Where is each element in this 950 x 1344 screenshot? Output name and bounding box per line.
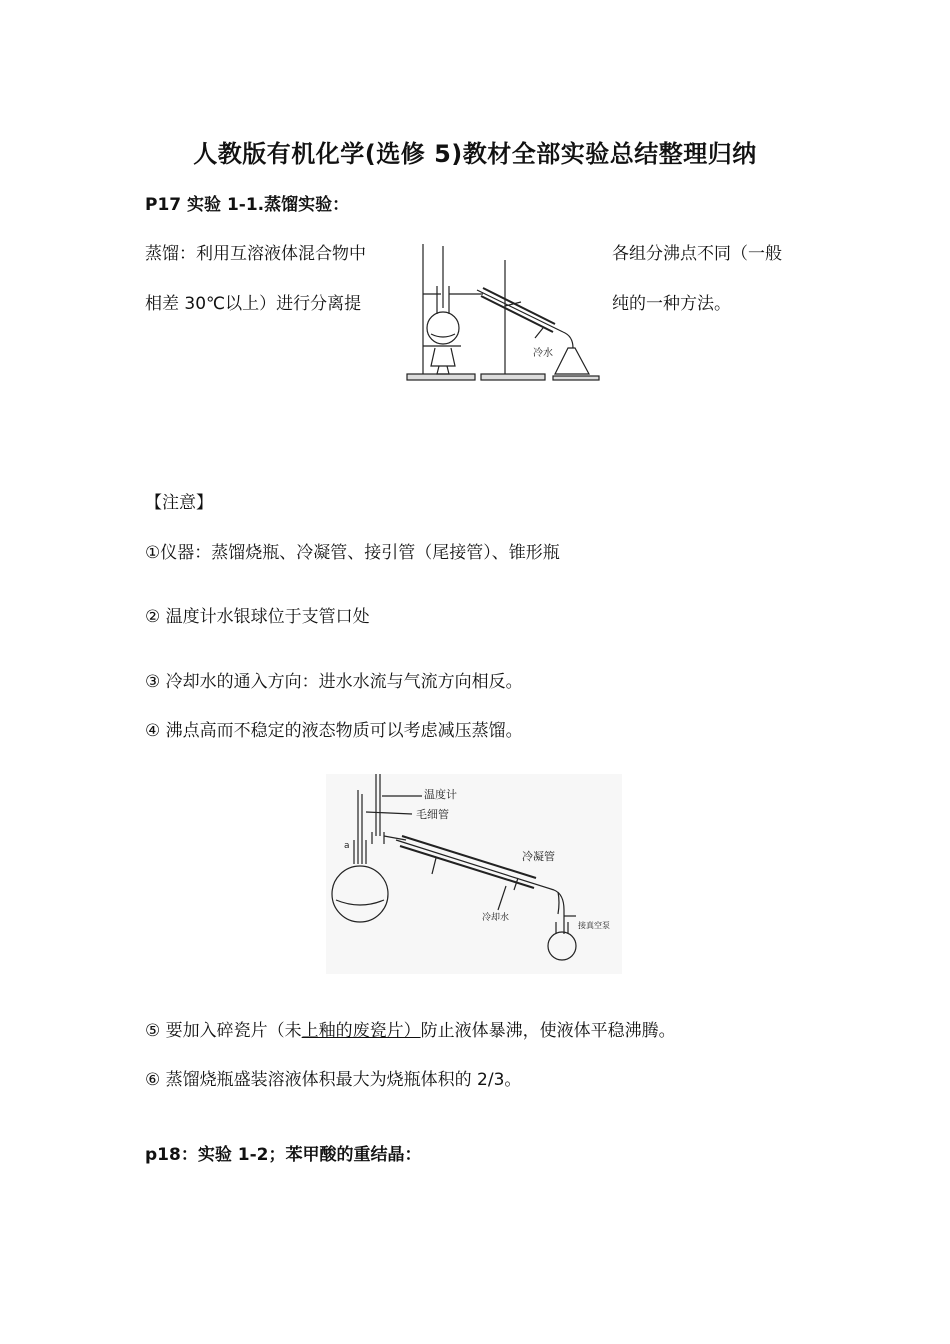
paragraph-line1-right: 各组分沸点不同（一般 [612,244,782,264]
page-title: 人教版有机化学(选修 5)教材全部实验总结整理归纳 [193,140,757,168]
label-vacuum-pump: 接真空泵 [578,921,610,930]
label-cooling-water: 冷却水 [482,913,510,923]
note-item-4: ④ 沸点高而不稳定的液态物质可以考虑减压蒸馏。 [145,721,523,741]
label-condenser: 冷凝管 [522,850,555,863]
note-item-5-part-b: 防止液体暴沸，使液体平稳沸腾。 [420,1021,676,1041]
note-item-1: ①仪器：蒸馏烧瓶、冷凝管、接引管（尾接管）、锥形瓶 [145,543,560,563]
note-item-6: ⑥ 蒸馏烧瓶盛装溶液体积最大为烧瓶体积的 2/3。 [145,1070,522,1090]
note-item-5-part-a: ⑤ 要加入碎瓷片（未 [145,1021,302,1041]
paragraph-line2-left: 相差 30℃以上）进行分离提 [145,294,362,314]
section-heading-distillation: P17 实验 1-1.蒸馏实验： [145,195,350,215]
vacuum-distillation-figure [326,774,622,974]
note-item-5 [145,1016,676,1041]
paragraph-line1-left: 蒸馏：利用互溶液体混合物中 [145,244,366,264]
distillation-apparatus-figure [405,236,605,386]
figure1-label-cold-water: 冷水 [533,348,553,359]
note-item-3: ③ 冷却水的通入方向：进水水流与气流方向相反。 [145,672,523,692]
label-thermometer: 温度计 [424,788,457,801]
label-capillary: 毛细管 [416,808,449,821]
notes-heading: 【注意】 [145,493,213,513]
note-item-2: ② 温度计水银球位于支管口处 [145,607,370,627]
label-a: a [344,841,350,851]
section-heading-recrystallization: p18：实验 1-2；苯甲酸的重结晶： [145,1145,422,1165]
note-item-5-underlined: 上釉的废瓷片） [301,1021,421,1041]
paragraph-line2-right: 纯的一种方法。 [612,294,731,314]
